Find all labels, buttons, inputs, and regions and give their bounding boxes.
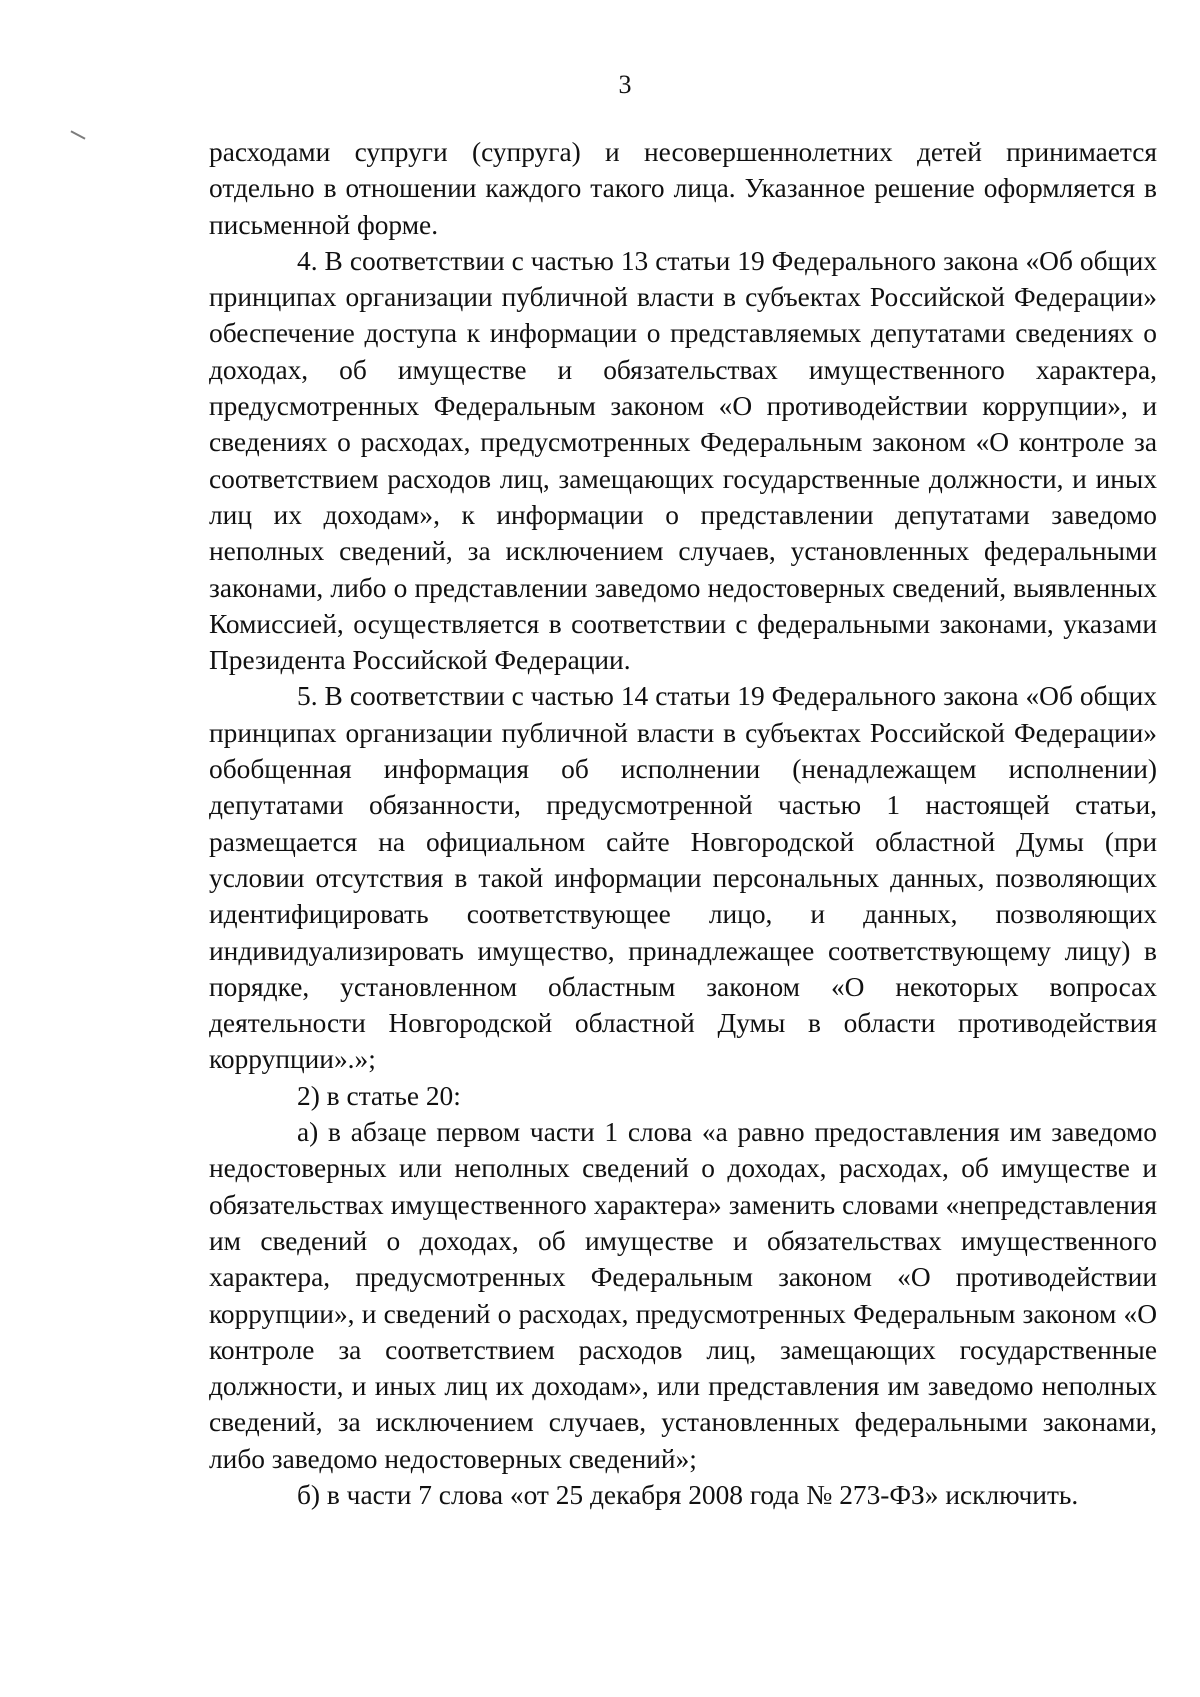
- paragraph-subitem-a: а) в абзаце первом части 1 слова «а равно предоставления им заведомо недостоверных или неполных сведений о доходах, расходах, об имуществе и обязательствах имущественного характера» заменить словами «непредставления им сведений о доходах, об имуществе и обязательствах имущественного характера, предусмотренных Федеральным законом «О противодействии коррупции», и сведений о расходах, предусмотренных Федеральным законом «О контроле за соответствием расходов лиц, замещающих государственные должности, и иных лиц их доходам», или представления им заведомо неполных сведений, за исключением случаев, установленных федеральными законами, либо заведомо недостоверных сведений»;: [209, 1117, 1157, 1474]
- scan-artifact: [70, 130, 85, 139]
- page-number: 3: [618, 70, 632, 99]
- paragraph-article-20: 2) в статье 20:: [297, 1080, 461, 1111]
- paragraph-item-4: 4. В соответствии с частью 13 статьи 19 Федерального закона «Об общих принципах организации публичной власти в субъектах Российской Федерации» обеспечение доступа к информации о представляемых депутатами сведениях о доходах, об имуществе и обязательствах имущественного характера, предусмотренных Федеральным законом «О противодействии коррупции», и сведениях о расходах, предусмотренных Федеральным законом «О контроле за соответствием расходов лиц, замещающих государственные должности, и иных лиц их доходам», к информации о представлении депутатами заведомо неполных сведений, за исключением случаев, установленных федеральными законами, либо о представлении заведомо недостоверных сведений, выявленных Комиссией, осуществляется в соответствии с федеральными законами, указами Президента Российской Федерации.: [209, 245, 1157, 676]
- paragraph-item-5: 5. В соответствии с частью 14 статьи 19 Федерального закона «Об общих принципах организации публичной власти в субъектах Российской Федерации» обобщенная информация об исполнении (ненадлежащем исполнении) депутатами обязанности, предусмотренной частью 1 настоящей статьи, размещается на официальном сайте Новгородской областной Думы (при условии отсутствия в такой информации персональных данных, позволяющих идентифицировать соответствующее лицо, и данных, позволяющих индивидуализировать имущество, принадлежащее соответствующему лицу) в порядке, установленном областным законом «О некоторых вопросах деятельности Новгородской областной Думы в области противодействия коррупции».»;: [209, 681, 1157, 1075]
- document-body: [209, 134, 1157, 1513]
- paragraph-subitem-b: б) в части 7 слова «от 25 декабря 2008 года № 273-ФЗ» исключить.: [297, 1479, 1079, 1510]
- paragraph-continuation: расходами супруги (супруга) и несовершеннолетних детей принимается отдельно в отношении каждого такого лица. Указанное решение оформляется в письменной форме.: [209, 137, 1157, 240]
